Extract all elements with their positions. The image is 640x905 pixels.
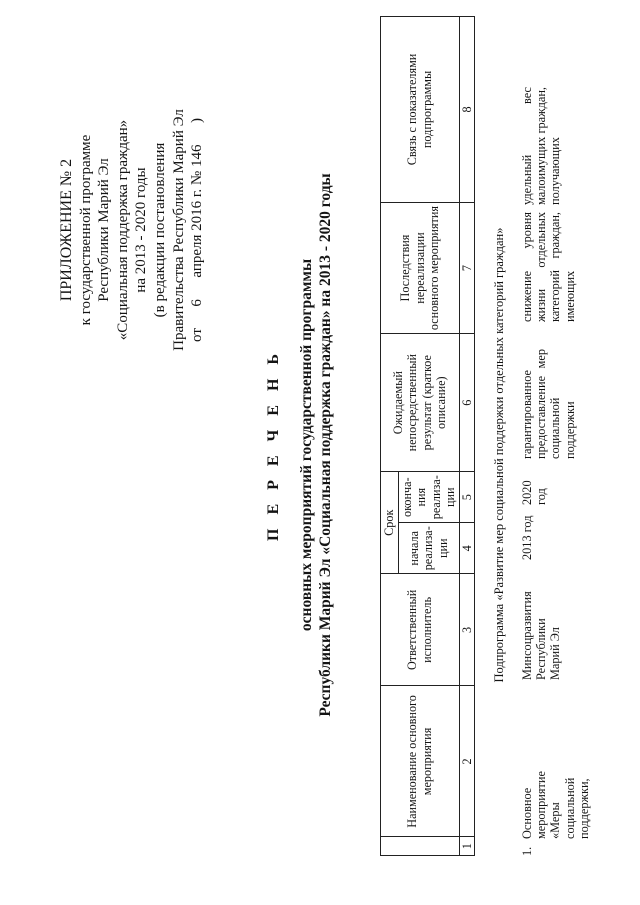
header-result: Ожидаемый непосредственный результат (краткое описание): [381, 334, 460, 472]
date-close: ): [189, 118, 206, 124]
column-number: 4: [459, 523, 475, 574]
date-month-year: апреля 2016 г. №: [189, 170, 206, 278]
measures-table: [380, 16, 475, 856]
row-expected-result: гарантированное предоставление мер социальной поддержки: [520, 349, 577, 459]
header-link: Связь с показателями подпрограммы: [381, 17, 460, 203]
date-from: от: [189, 328, 206, 342]
appendix-line: к государственной программе: [77, 134, 94, 326]
appendix-number: ПРИЛОЖЕНИЕ № 2: [58, 158, 75, 302]
appendix-header: [58, 65, 207, 395]
document-title: П Е Р Е Ч Е Н Ь: [265, 349, 282, 541]
row-indicator-link: удельный вес малоимущих граждан, получающих: [520, 87, 563, 205]
date-number: 146: [189, 144, 206, 168]
header-start: начала реализа-ции: [398, 523, 459, 574]
appendix-line: (в редакции постановления: [151, 142, 168, 318]
appendix-date-line: [188, 65, 207, 395]
row-start-year: 2013 год: [520, 515, 534, 560]
document-title-block: [265, 15, 335, 875]
column-number: 7: [459, 202, 475, 333]
column-number: 8: [459, 17, 475, 203]
appendix-line: «Социальная поддержка граждан»: [114, 119, 131, 341]
header-number: [381, 837, 460, 856]
row-executor: Минсоцразвития Республики Марий Эл: [520, 591, 563, 680]
column-number: 3: [459, 574, 475, 686]
header-term: Срок: [381, 472, 399, 574]
row-end-year: 2020 год: [520, 480, 549, 505]
document-subtitle: основных мероприятий государственной программы: [298, 258, 315, 632]
column-number: 1: [459, 837, 475, 856]
subprogram-title: Подпрограмма «Развитие мер социальной поддержки отдельных категорий граждан»: [492, 227, 506, 683]
column-number: 6: [459, 334, 475, 472]
date-day: 6: [189, 299, 206, 307]
table-header-row: [381, 17, 399, 856]
column-number-row: [459, 17, 475, 856]
row-consequences: снижение уровня жизни отдельных категорий граждан, имеющих: [520, 212, 577, 322]
appendix-line: Республики Марий Эл: [96, 158, 113, 302]
header-name: Наименование основного мероприятия: [381, 686, 460, 837]
header-end: оконча-ния реализа-ции: [398, 472, 459, 523]
row-measure-name: Основное мероприятие «Меры социальной поддержки,: [520, 771, 591, 839]
document-subtitle: Республики Марий Эл «Социальная поддержка граждан» на 2013 - 2020 годы: [317, 173, 334, 717]
header-consequences: Последствия нереализации основного мероприятия: [381, 202, 460, 333]
column-number: 5: [459, 472, 475, 523]
row-number: 1.: [520, 846, 534, 856]
appendix-line: Правительства Республики Марий Эл: [170, 109, 187, 351]
column-number: 2: [459, 686, 475, 837]
appendix-line: на 2013 - 2020 годы: [133, 167, 150, 293]
header-executor: Ответственный исполнитель: [381, 574, 460, 686]
